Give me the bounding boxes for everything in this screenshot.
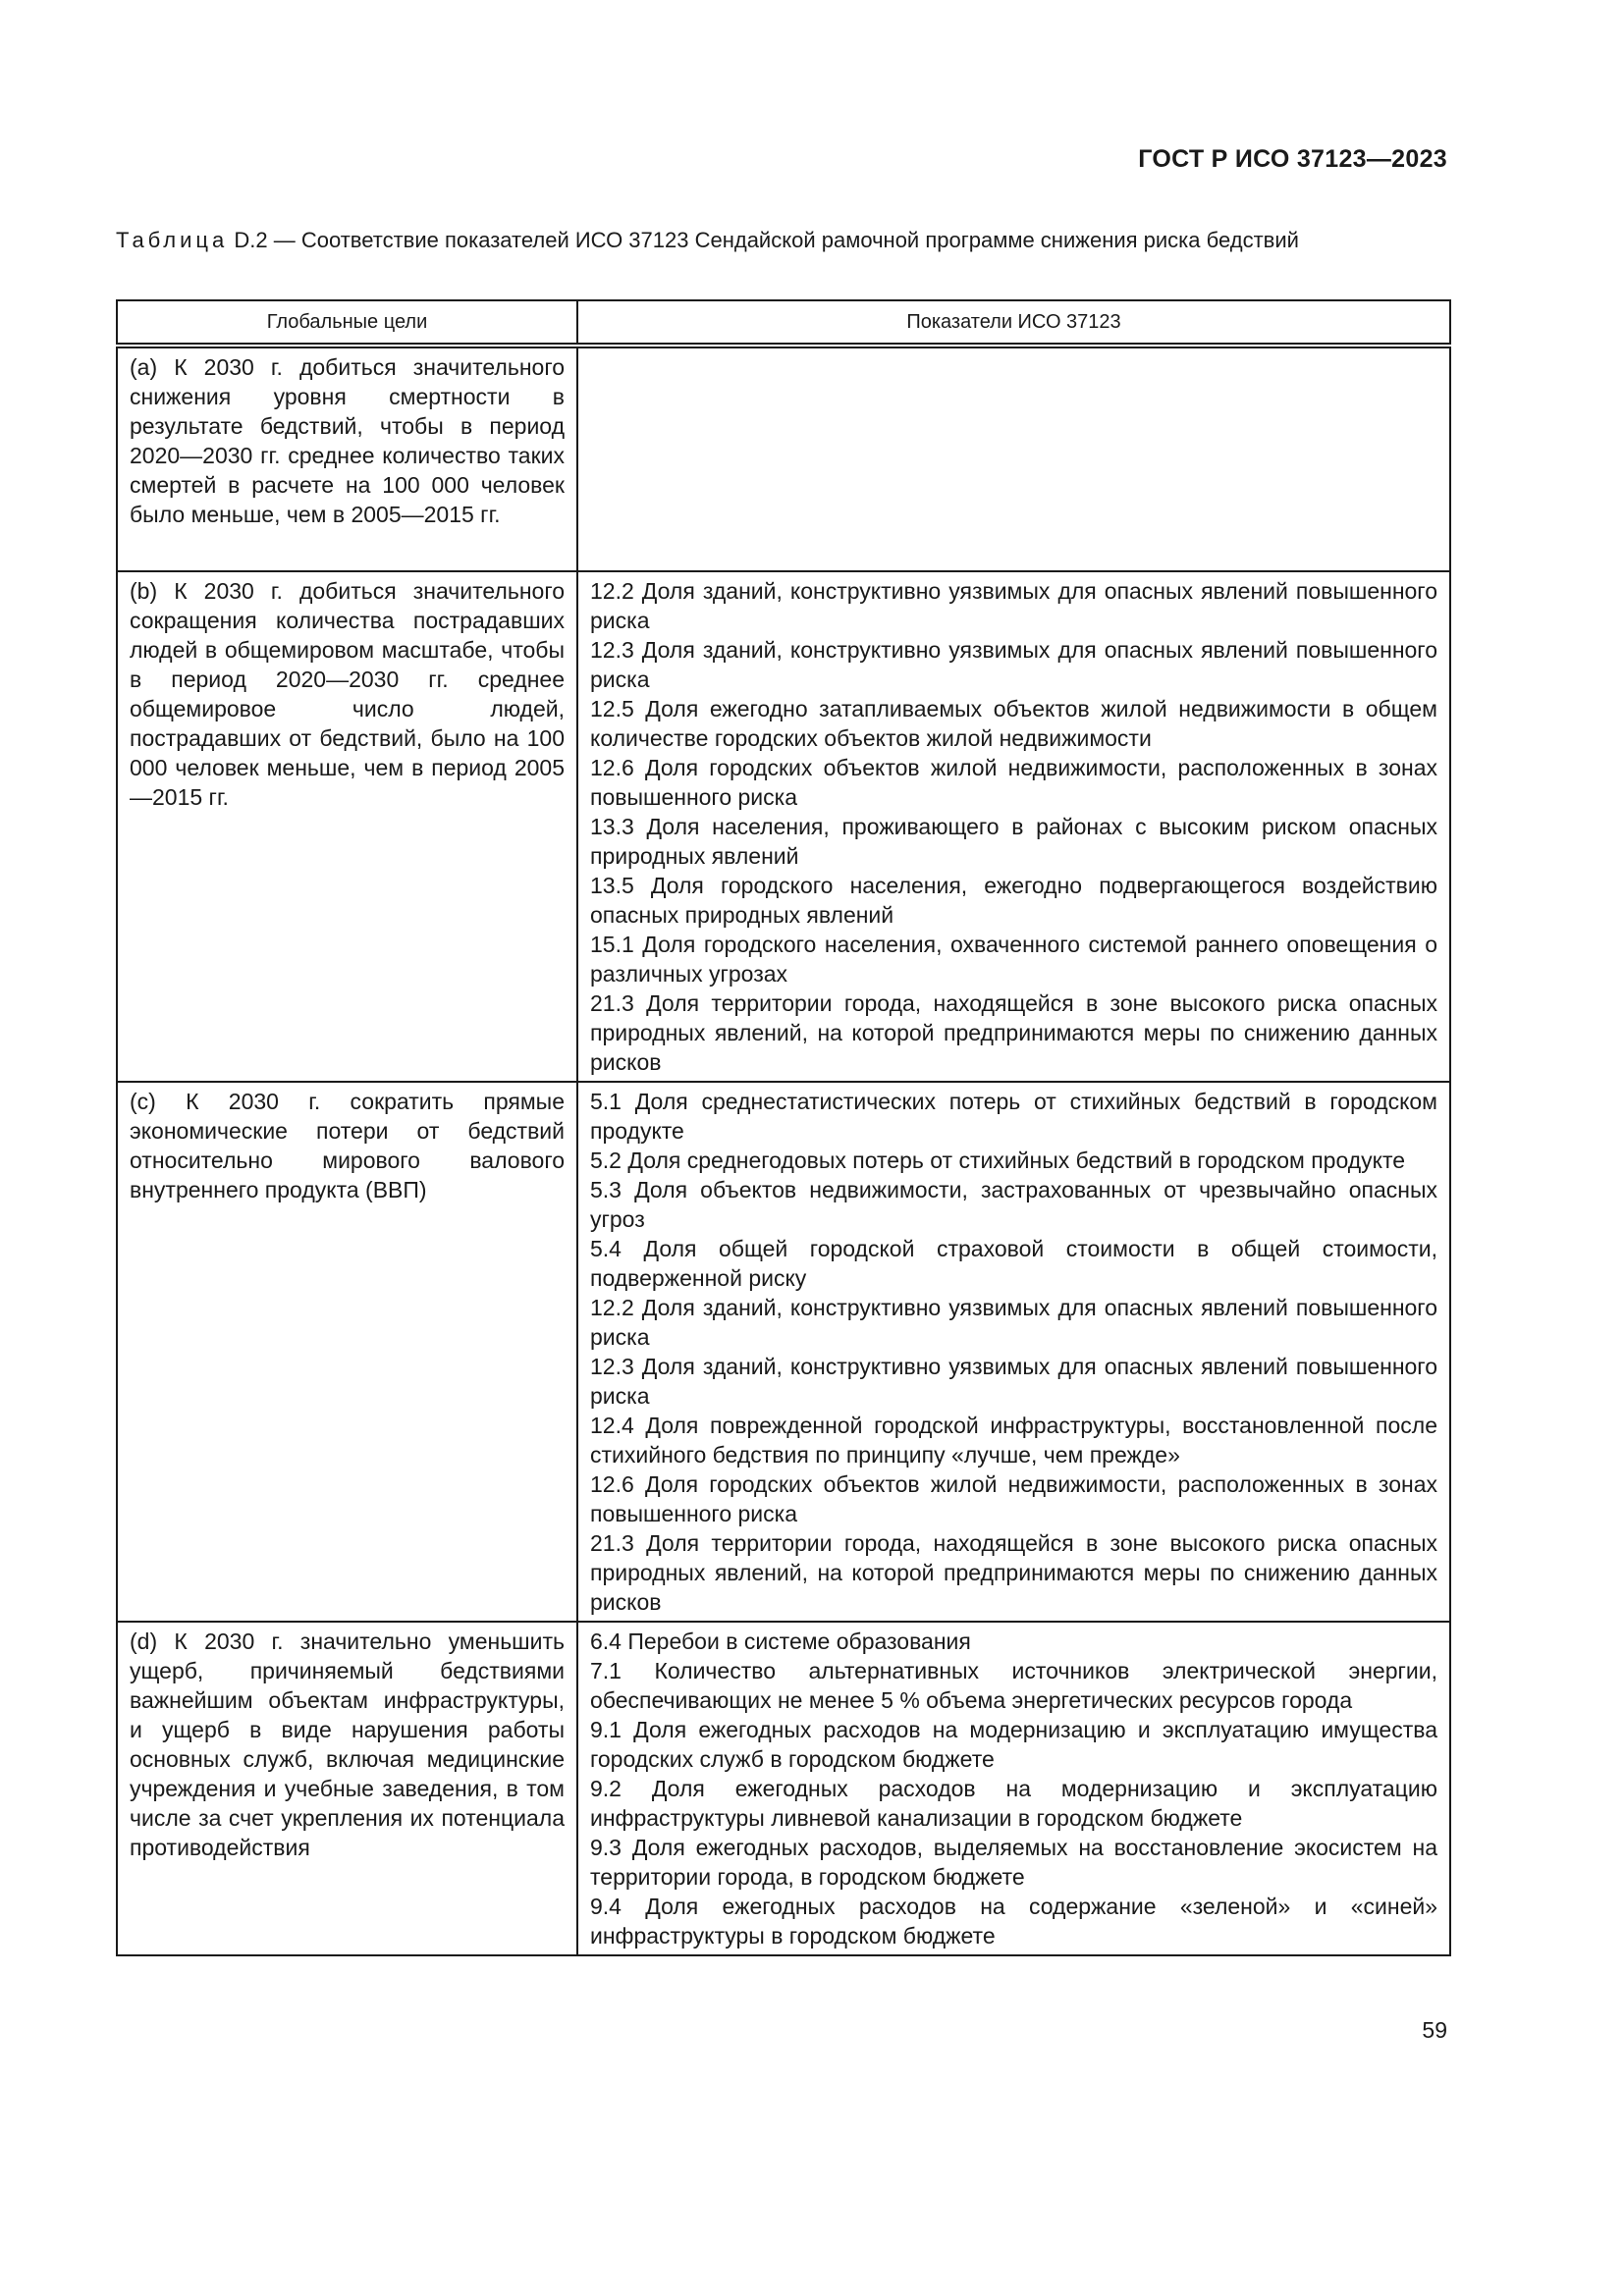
indicators-cell-c [577,1082,1450,1622]
table-row [117,571,1450,1082]
indicator-item: 21.3 Доля территории города, находящейся в зоне высокого риска опасных природных явлений, на которой предпринимаются меры по снижению данных рисков [590,990,1437,1075]
document-standard-header: ГОСТ Р ИСО 37123—2023 [1138,145,1447,173]
indicator-item: 12.6 Доля городских объектов жилой недвижимости, расположенных в зонах повышенного риска [590,1471,1437,1526]
indicator-item: 6.4 Перебои в системе образования [590,1629,971,1654]
indicator-item: 12.2 Доля зданий, конструктивно уязвимых для опасных явлений повышенного риска [590,578,1437,633]
goal-cell-d: (d) К 2030 г. значительно уменьшить ущерб, причиняемый бедствиями важнейшим объектам инфраструктуры, и ущерб в виде нарушения работы основных служб, включая медицинские учреждения и учебные заведения, в том числе за счет укрепления их потенциала противодействия [117,1622,577,1955]
indicators-table [116,299,1451,1956]
indicator-item: 9.1 Доля ежегодных расходов на модернизацию и эксплуатацию имущества городских служб в городском бюджете [590,1717,1437,1772]
indicator-item: 5.1 Доля среднестатистических потерь от стихийных бедствий в городском продукте [590,1089,1437,1144]
indicator-item: 21.3 Доля территории города, находящейся в зоне высокого риска опасных природных явлений, на которой предпринимаются меры по снижению данных рисков [590,1530,1437,1615]
indicator-item: 12.3 Доля зданий, конструктивно уязвимых для опасных явлений повышенного риска [590,1354,1437,1409]
table-caption-text: D.2 — Соответствие показателей ИСО 37123 Сендайской рамочной программе снижения риска бедствий [228,228,1299,252]
indicator-item: 9.3 Доля ежегодных расходов, выделяемых на восстановление экосистем на территории города, в городском бюджете [590,1835,1437,1890]
goal-cell-a: (a) К 2030 г. добиться значительного снижения уровня смертности в результате бедствий, чтобы в период 2020—2030 гг. среднее количество таких смертей в расчете на 100 000 человек было меньше, чем в 2005—2015 гг. [117,346,577,571]
indicator-item: 12.3 Доля зданий, конструктивно уязвимых для опасных явлений повышенного риска [590,637,1437,692]
indicator-item: 9.2 Доля ежегодных расходов на модернизацию и эксплуатацию инфраструктуры ливневой канализации в городском бюджете [590,1776,1437,1831]
indicator-item: 13.3 Доля населения, проживающего в районах с высоким риском опасных природных явлений [590,814,1437,869]
indicators-cell-d [577,1622,1450,1955]
indicators-cell-b [577,571,1450,1082]
indicator-item: 5.3 Доля объектов недвижимости, застрахованных от чрезвычайно опасных угроз [590,1177,1437,1232]
table-row [117,1082,1450,1622]
table-row [117,1622,1450,1955]
indicator-item: 12.6 Доля городских объектов жилой недвижимости, расположенных в зонах повышенного риска [590,755,1437,810]
indicator-item: 5.4 Доля общей городской страховой стоимости в общей стоимости, подверженной риску [590,1236,1437,1291]
indicator-item: 12.4 Доля поврежденной городской инфраструктуры, восстановленной после стихийного бедствия по принципу «лучше, чем прежде» [590,1413,1437,1468]
page-number: 59 [1422,2017,1447,2043]
indicator-item: 15.1 Доля городского населения, охваченного системой раннего оповещения о различных угрозах [590,932,1437,987]
header-global-goals: Глобальные цели [117,300,577,346]
goal-cell-c: (c) К 2030 г. сократить прямые экономические потери от бедствий относительно мирового валового внутреннего продукта (ВВП) [117,1082,577,1622]
indicators-cell-a [577,346,1450,571]
indicator-item: 12.2 Доля зданий, конструктивно уязвимых для опасных явлений повышенного риска [590,1295,1437,1350]
table-header-row [117,300,1450,346]
indicator-item: 5.2 Доля среднегодовых потерь от стихийных бедствий в городском продукте [590,1148,1406,1173]
indicator-item: 7.1 Количество альтернативных источников электрической энергии, обеспечивающих не менее 5 % объема энергетических ресурсов города [590,1658,1437,1713]
indicator-item: 13.5 Доля городского населения, ежегодно подвергающегося воздействию опасных природных явлений [590,873,1437,928]
table-caption [116,226,1449,255]
indicator-item: 9.4 Доля ежегодных расходов на содержание «зеленой» и «синей» инфраструктуры в городском бюджете [590,1894,1437,1949]
header-iso-indicators: Показатели ИСО 37123 [577,300,1450,346]
indicator-item: 12.5 Доля ежегодно затапливаемых объектов жилой недвижимости в общем количестве городских объектов жилой недвижимости [590,696,1437,751]
table-caption-label: Таблица [116,228,229,252]
goal-cell-b: (b) К 2030 г. добиться значительного сокращения количества пострадавших людей в общемировом масштабе, чтобы в период 2020—2030 гг. среднее общемировое число людей, пострадавших от бедствий, было на 100 000 человек меньше, чем в период 2005—2015 гг. [117,571,577,1082]
table-row [117,346,1450,571]
